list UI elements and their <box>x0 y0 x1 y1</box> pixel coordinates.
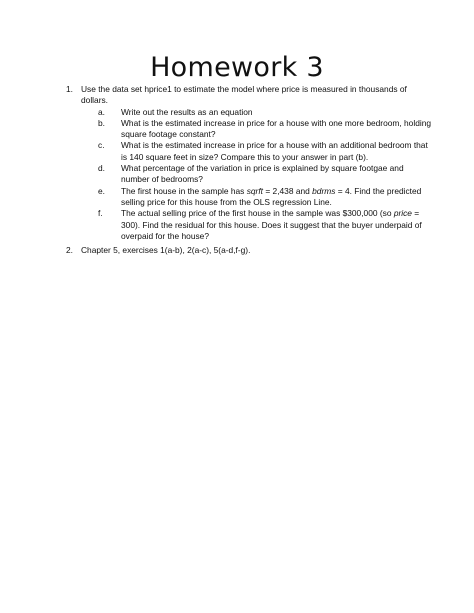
subitem-label: f. <box>98 208 103 219</box>
subitem-b <box>81 118 434 141</box>
subitem-text: Write out the results as an equation <box>121 106 253 117</box>
subitem-text: What is the estimated increase in price for a house with an additional bedroom that is 140 square feet in size? Compare this to your answer in part (b). <box>121 140 428 162</box>
subitem-text: What percentage of the variation in price is explained by square footgae and number of bedrooms? <box>121 163 404 185</box>
variable-bdrms: bdrms <box>312 185 336 196</box>
subitem-a <box>81 107 434 118</box>
subitem-text: What is the estimated increase in price for a house with one more bedroom, holding square footage constant? <box>121 117 432 140</box>
variable-sqrft: sqrft <box>246 185 263 196</box>
subitem-e <box>81 186 434 209</box>
homework-item-1 <box>58 84 434 242</box>
item-text: Chapter 5, exercises 1(a-b), 2(a-c), 5(a-d,f-g). <box>81 245 251 256</box>
subitem-label: d. <box>98 163 105 174</box>
subitem-text-mid: = 2,438 and <box>263 185 313 196</box>
subitem-text-end: = 4. Find the predicted selling price for this house from the OLS regression Line. <box>121 185 422 207</box>
subitem-label: e. <box>98 185 105 196</box>
homework-item-2 <box>58 245 434 256</box>
variable-price: price <box>393 208 412 219</box>
subitem-d <box>81 163 434 186</box>
item-text: Use the data set hprice1 to estimate the model where price is measured in thousands of dollars. <box>81 84 407 106</box>
subitem-f <box>81 208 434 242</box>
subitem-text-start: The actual selling price of the first house in the sample was $300,000 (so <box>121 208 394 219</box>
subitem-text-start: The first house in the sample has <box>121 185 247 196</box>
item-number: 2. <box>66 245 73 256</box>
subitem-list <box>81 107 434 243</box>
homework-list <box>58 84 434 256</box>
document-title: Homework 3 <box>150 52 324 83</box>
subitem-c <box>81 140 434 163</box>
item-number: 1. <box>66 84 73 94</box>
subitem-label: c. <box>98 140 105 151</box>
subitem-text-end: = 300). Find the residual for this house. Does it suggest that the buyer underpaid of overpaid for the house? <box>121 208 422 241</box>
subitem-label: b. <box>98 117 105 128</box>
subitem-label: a. <box>98 106 105 117</box>
